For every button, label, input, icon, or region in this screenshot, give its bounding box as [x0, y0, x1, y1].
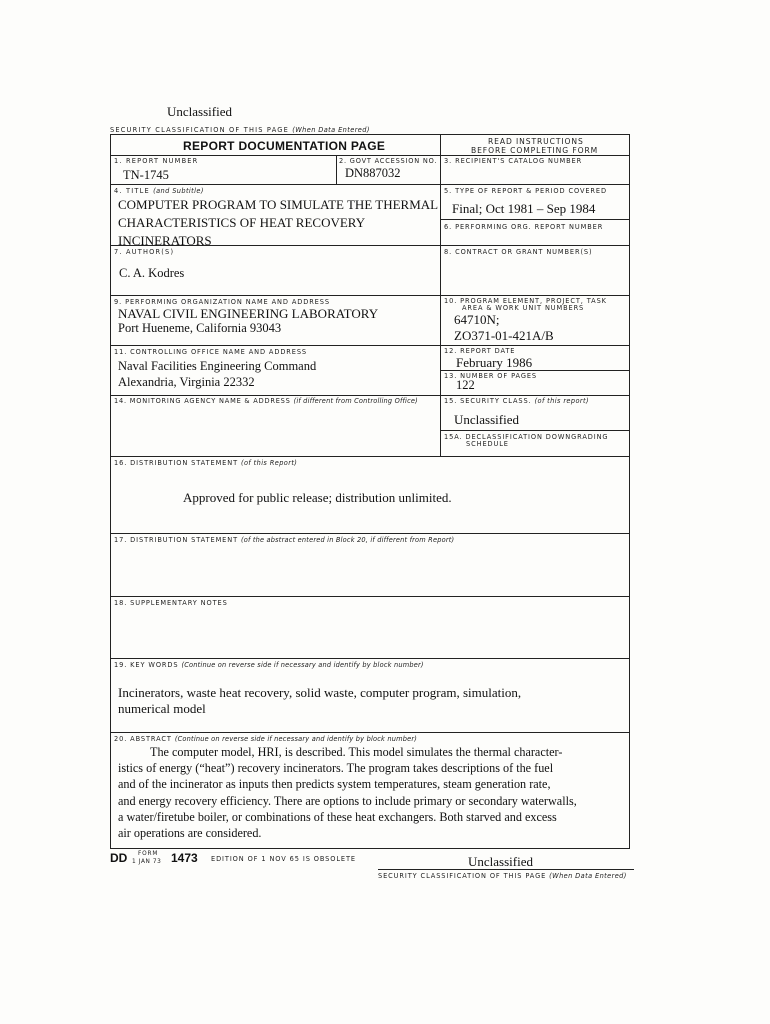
report-number-label: 1. REPORT NUMBER: [114, 157, 199, 165]
title-label-text: 4. TITLE: [114, 187, 150, 195]
distribution-statement-text: 16. DISTRIBUTION STATEMENT: [114, 459, 238, 467]
declassification-label-line2: SCHEDULE: [466, 440, 509, 448]
report-date-value: February 1986: [456, 355, 533, 370]
declassification-label-line1: 15A. DECLASSIFICATION DOWNGRADING: [444, 433, 609, 441]
controlling-office-label: 11. CONTROLLING OFFICE NAME AND ADDRESS: [114, 348, 308, 356]
monitoring-agency-text: 14. MONITORING AGENCY NAME & ADDRESS: [114, 397, 291, 405]
abstract-label-text: 20. ABSTRACT: [114, 735, 172, 743]
program-element-value2: ZO371-01-421A/B: [454, 328, 554, 343]
program-element-label-line1: 10. PROGRAM ELEMENT, PROJECT, TASK: [444, 297, 607, 305]
instructions-line2: BEFORE COMPLETING FORM: [471, 146, 599, 155]
report-type-label: 5. TYPE OF REPORT & PERIOD COVERED: [444, 187, 607, 195]
number-of-pages-label: 13. NUMBER OF PAGES: [444, 372, 537, 380]
performing-org-name-label: 9. PERFORMING ORGANIZATION NAME AND ADDRESS: [114, 298, 330, 306]
abstract-distribution-label: [114, 536, 454, 544]
key-words-note: (Continue on reverse side if necessary and identify by block number): [181, 661, 424, 669]
security-class-text: 15. SECURITY CLASS.: [444, 397, 532, 405]
security-classification-text: SECURITY CLASSIFICATION OF THIS PAGE: [110, 126, 289, 134]
report-date-label: 12. REPORT DATE: [444, 347, 516, 355]
edition-notice: EDITION OF 1 NOV 65 IS OBSOLETE: [211, 855, 356, 863]
abstract-line: The computer model, HRI, is described. This model simulates the thermal character-: [150, 745, 563, 759]
security-classification-footer-text: SECURITY CLASSIFICATION OF THIS PAGE: [378, 872, 547, 880]
distribution-statement-value: Approved for public release; distribution unlimited.: [183, 490, 452, 505]
distribution-statement-note: (of this Report): [241, 459, 298, 467]
abstract-line: and energy recovery efficiency. There are options to include primary or secondary waterwalls,: [118, 793, 577, 808]
classification-bottom: Unclassified: [468, 854, 533, 869]
monitoring-agency-note: (if different from Controlling Office): [293, 397, 418, 405]
report-title: [118, 196, 438, 250]
title-label: [114, 187, 204, 195]
abstract-distribution-note: (of the abstract entered in Block 20, if different from Report): [241, 536, 455, 544]
abstract-label: [114, 735, 417, 743]
controlling-office-address: Alexandria, Virginia 22332: [118, 375, 255, 389]
abstract-line: a water/firetube boiler, or combinations of these heat exchangers. Both starved and excess: [118, 809, 557, 824]
monitoring-agency-label: [114, 397, 418, 405]
performing-org-address: Port Hueneme, California 93043: [118, 321, 282, 335]
instructions-line1: READ INSTRUCTIONS: [488, 137, 584, 146]
security-class-note: (of this report): [534, 397, 589, 405]
abstract-line: and of the incinerator as inputs then predicts system temperatures, steam generation rate,: [118, 777, 551, 792]
key-words-line: Incinerators, waste heat recovery, solid waste, computer program, simulation,: [118, 685, 522, 700]
title-label-note: (and Subtitle): [153, 187, 204, 195]
classification-top: Unclassified: [167, 104, 232, 119]
security-classification-footer-note: (When Data Entered): [549, 872, 627, 880]
form-word: FORM: [138, 851, 159, 857]
report-title-line: COMPUTER PROGRAM TO SIMULATE THE THERMAL: [118, 197, 439, 212]
security-class-value: Unclassified: [454, 412, 519, 427]
form-date: 1 JAN 73: [132, 859, 162, 865]
number-of-pages-value: 122: [456, 378, 475, 392]
abstract-line: air operations are considered.: [118, 826, 262, 841]
abstract-body: [118, 744, 638, 841]
report-title-line: CHARACTERISTICS OF HEAT RECOVERY: [118, 215, 366, 230]
author-value: C. A. Kodres: [119, 266, 185, 280]
govt-accession-value: DN887032: [345, 166, 401, 180]
key-words-text: 19. KEY WORDS: [114, 661, 179, 669]
form-number: 1473: [171, 851, 198, 865]
report-title-line: INCINERATORS: [118, 233, 212, 248]
security-class-label: [444, 397, 589, 405]
performing-org-name: NAVAL CIVIL ENGINEERING LABORATORY: [118, 306, 379, 321]
key-words-label: [114, 661, 424, 669]
form-title: REPORT DOCUMENTATION PAGE: [183, 139, 386, 153]
performing-org-report-label: 6. PERFORMING ORG. REPORT NUMBER: [444, 223, 604, 231]
author-label: 7. AUTHOR(S): [114, 248, 175, 256]
controlling-office-name: Naval Facilities Engineering Command: [118, 359, 317, 373]
govt-accession-label: 2. GOVT ACCESSION NO.: [339, 157, 438, 165]
security-classification-note: (When Data Entered): [292, 126, 370, 134]
security-classification-label: [110, 126, 370, 134]
security-classification-footer: [378, 872, 627, 880]
report-type-value: Final; Oct 1981 – Sep 1984: [452, 201, 596, 216]
report-number-value: TN-1745: [123, 168, 169, 182]
supplementary-notes-label: 18. SUPPLEMENTARY NOTES: [114, 599, 228, 607]
abstract-label-note: (Continue on reverse side if necessary and identify by block number): [174, 735, 418, 743]
abstract-distribution-text: 17. DISTRIBUTION STATEMENT: [114, 536, 238, 544]
contract-number-label: 8. CONTRACT OR GRANT NUMBER(S): [444, 248, 593, 256]
program-element-label-line2: AREA & WORK UNIT NUMBERS: [462, 304, 585, 312]
distribution-statement-label: [114, 459, 297, 467]
key-words-line: numerical model: [118, 701, 206, 716]
form-dd-mark: DD: [110, 851, 128, 865]
program-element-value1: 64710N;: [454, 312, 500, 327]
catalog-number-label: 3. RECIPIENT'S CATALOG NUMBER: [444, 157, 583, 165]
abstract-line: istics of energy (“heat”) recovery incinerators. The program takes descriptions of the fuel: [118, 761, 554, 776]
